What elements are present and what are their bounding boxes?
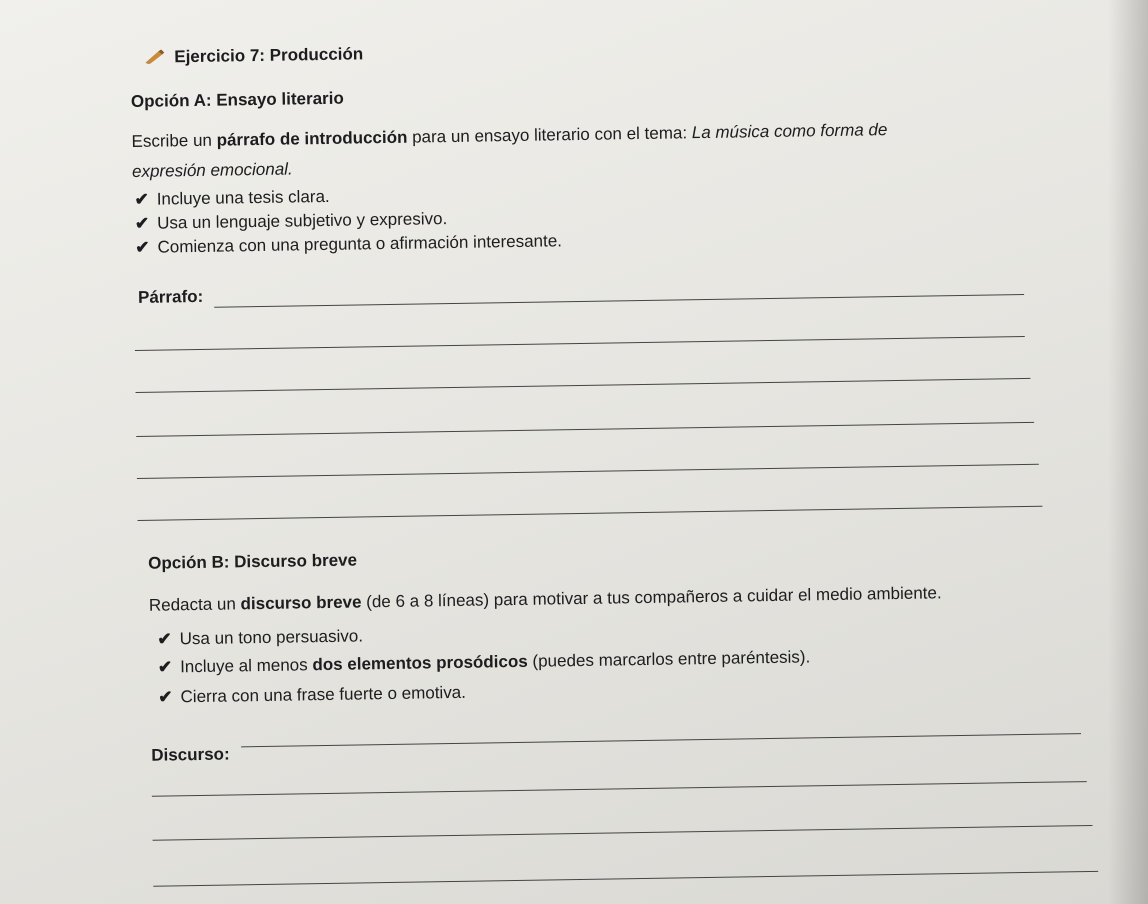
page-edge-shadow [1108, 0, 1148, 904]
check-icon: ✔ [134, 213, 150, 233]
check-text: Comienza con una pregunta o afirmación interesante. [157, 231, 563, 257]
speech-label: Discurso: [151, 744, 230, 765]
answer-line[interactable] [152, 781, 1087, 797]
instruction-prefix: Escribe un [131, 130, 217, 151]
check-text: Incluye una tesis clara. [156, 186, 330, 209]
option-b-heading: Opción B: Discurso breve [148, 550, 358, 573]
instruction-bold: párrafo de introducción [216, 127, 408, 150]
check-text-bold: dos elementos prosódicos [312, 651, 528, 675]
check-icon: ✔ [158, 687, 173, 707]
option-a-instruction-cont: expresión emocional. [131, 159, 293, 181]
writing-hand-icon [144, 48, 166, 64]
answer-line[interactable] [214, 294, 1024, 308]
check-text: Cierra con una frase fuerte o emotiva. [180, 682, 467, 707]
instruction-bold: discurso breve [240, 592, 362, 614]
answer-line[interactable] [138, 506, 1043, 521]
answer-line[interactable] [153, 825, 1093, 841]
exercise-title-text: Ejercicio 7: Producción [174, 44, 364, 67]
instruction-rest: (de 6 a 8 líneas) para motivar a tus compañeros a cuidar el medio ambiente. [361, 583, 942, 612]
instruction-mid: para un ensayo literario con el tema: [407, 123, 692, 147]
checklist-item-b3 [158, 683, 466, 708]
instruction-topic: La música como forma de [691, 120, 888, 143]
check-text: Incluye al menos [179, 655, 313, 677]
check-text: Usa un tono persuasivo. [179, 626, 364, 649]
check-icon: ✔ [157, 657, 173, 677]
answer-line[interactable] [136, 422, 1034, 437]
checklist-item-b2 [158, 647, 811, 677]
answer-line[interactable] [137, 464, 1039, 479]
option-b-instruction [149, 583, 942, 615]
check-icon: ✔ [157, 629, 172, 649]
answer-line[interactable] [153, 871, 1098, 887]
checklist-item-a1 [134, 187, 329, 210]
answer-line[interactable] [241, 733, 1081, 747]
answer-line[interactable] [135, 336, 1025, 351]
exercise-title [144, 44, 363, 67]
checklist-item-a2 [135, 209, 448, 234]
worksheet [130, 25, 1103, 900]
paragraph-label: Párrafo: [137, 286, 204, 307]
instruction-prefix: Redacta un [148, 594, 241, 615]
check-icon: ✔ [135, 237, 150, 257]
checklist-item-b1 [157, 626, 363, 649]
option-a-instruction [131, 120, 887, 152]
check-text: Usa un lenguaje subjetivo y expresivo. [156, 209, 448, 233]
checklist-item-a3 [135, 231, 562, 258]
answer-line[interactable] [136, 378, 1031, 393]
check-text-rest: (puedes marcarlos entre paréntesis). [527, 647, 811, 671]
check-icon: ✔ [134, 189, 149, 209]
option-a-heading: Opción A: Ensayo literario [130, 88, 344, 111]
